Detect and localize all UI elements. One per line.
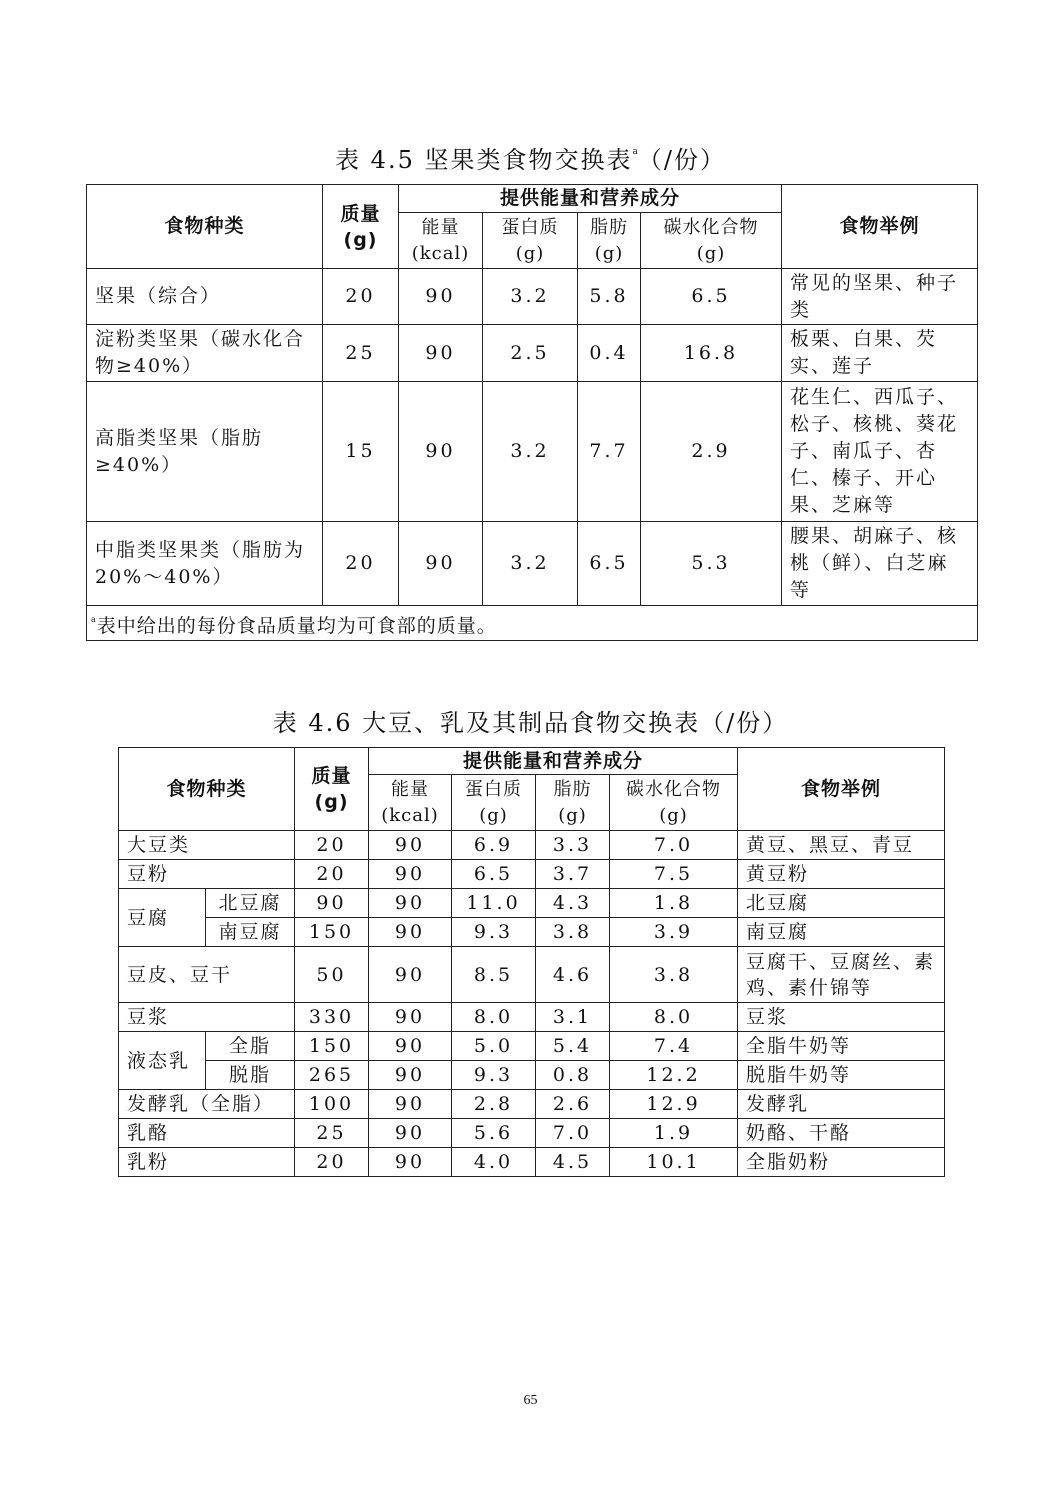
t46-header-energy	[369, 775, 452, 831]
table-4-5-footnote-text: 表中给出的每份食品质量均为可食部的质量。	[96, 615, 497, 637]
t46-cell-protein: 9.3	[452, 918, 536, 947]
t45-cell-fat: 6.5	[578, 522, 641, 606]
t46-cell-carb: 8.0	[610, 1003, 738, 1032]
t45-header-category: 食物种类	[87, 185, 323, 269]
t46-cell-carb: 10.1	[610, 1148, 738, 1177]
table-row	[119, 918, 945, 947]
t45-cell-examples: 花生仁、西瓜子、松子、核桃、葵花子、南瓜子、杏仁、榛子、开心果、芝麻等	[782, 382, 978, 522]
t46-header-fat-unit: (g)	[558, 804, 587, 826]
table-4-5-footnote	[87, 606, 978, 641]
t46-cell-carb: 7.5	[610, 860, 738, 889]
t46-cell-category: 豆腐	[119, 889, 206, 947]
t46-cell-mass: 90	[295, 889, 369, 918]
table-row	[87, 269, 978, 325]
t45-header-mass-unit: (g)	[343, 228, 378, 251]
t46-cell-energy: 90	[369, 1061, 452, 1090]
t46-cell-subcategory: 南豆腐	[206, 918, 295, 947]
t46-header-carb-label: 碳水化合物	[626, 778, 722, 800]
t46-cell-energy: 90	[369, 860, 452, 889]
t45-cell-mass: 25	[323, 325, 399, 382]
table-4-5-footnote-row	[87, 606, 978, 641]
t46-header-category: 食物种类	[119, 748, 295, 831]
t46-cell-mass: 150	[295, 918, 369, 947]
t46-cell-fat: 3.8	[536, 918, 610, 947]
t46-cell-fat: 2.6	[536, 1090, 610, 1119]
t46-cell-energy: 90	[369, 1090, 452, 1119]
t45-header-protein-label: 蛋白质	[501, 216, 559, 238]
t46-cell-examples: 全脂奶粉	[738, 1148, 945, 1177]
t46-cell-mass: 150	[295, 1032, 369, 1061]
t46-cell-examples: 黄豆粉	[738, 860, 945, 889]
t45-header-energy-unit: (kcal)	[411, 242, 470, 264]
t45-cell-carb: 2.9	[641, 382, 782, 522]
t46-cell-protein: 8.0	[452, 1003, 536, 1032]
t46-cell-protein: 9.3	[452, 1061, 536, 1090]
t46-cell-category: 豆粉	[119, 860, 295, 889]
t46-cell-energy: 90	[369, 918, 452, 947]
t46-cell-examples: 奶酪、干酪	[738, 1119, 945, 1148]
t45-cell-category: 坚果（综合）	[87, 269, 323, 325]
t45-cell-examples: 常见的坚果、种子类	[782, 269, 978, 325]
table-row	[119, 860, 945, 889]
table-4-5	[86, 184, 978, 641]
t46-header-protein-unit: (g)	[479, 804, 508, 826]
t46-header-mass	[295, 748, 369, 831]
t46-cell-energy: 90	[369, 889, 452, 918]
t46-header-group: 提供能量和营养成分	[369, 748, 738, 775]
t45-cell-energy: 90	[399, 269, 483, 325]
table-4-5-header-row-1	[87, 185, 978, 213]
t45-header-energy	[399, 213, 483, 269]
t46-cell-energy: 90	[369, 1032, 452, 1061]
t46-cell-energy: 90	[369, 1119, 452, 1148]
table-row	[119, 1119, 945, 1148]
t46-header-fat-label: 脂肪	[553, 778, 592, 800]
t45-cell-category: 中脂类坚果类（脂肪为20%～40%）	[87, 522, 323, 606]
t45-header-protein-unit: (g)	[515, 242, 545, 264]
t45-cell-carb: 6.5	[641, 269, 782, 325]
t46-cell-fat: 5.4	[536, 1032, 610, 1061]
table-row	[119, 1061, 945, 1090]
t46-cell-fat: 7.0	[536, 1119, 610, 1148]
t46-header-protein	[452, 775, 536, 831]
t46-cell-carb: 12.2	[610, 1061, 738, 1090]
t46-cell-mass: 100	[295, 1090, 369, 1119]
t46-cell-category: 液态乳	[119, 1032, 206, 1090]
t46-cell-subcategory: 脱脂	[206, 1061, 295, 1090]
table-row	[119, 1090, 945, 1119]
table-row	[119, 831, 945, 860]
table-row	[119, 1003, 945, 1032]
t46-cell-fat: 3.7	[536, 860, 610, 889]
t46-cell-subcategory: 北豆腐	[206, 889, 295, 918]
t46-cell-examples: 豆浆	[738, 1003, 945, 1032]
t46-cell-fat: 4.5	[536, 1148, 610, 1177]
t46-cell-mass: 20	[295, 1148, 369, 1177]
t46-cell-protein: 5.0	[452, 1032, 536, 1061]
table-row	[119, 1148, 945, 1177]
t46-cell-protein: 5.6	[452, 1119, 536, 1148]
t45-cell-fat: 7.7	[578, 382, 641, 522]
table-4-5-footnote-mark: a	[91, 615, 97, 624]
t46-cell-mass: 330	[295, 1003, 369, 1032]
t46-cell-fat: 0.8	[536, 1061, 610, 1090]
t46-header-mass-unit: (g)	[314, 791, 349, 813]
t45-cell-energy: 90	[399, 325, 483, 382]
t45-header-energy-label: 能量	[421, 216, 460, 238]
t46-cell-mass: 20	[295, 860, 369, 889]
t46-cell-fat: 4.3	[536, 889, 610, 918]
t46-header-energy-label: 能量	[391, 778, 430, 800]
t46-header-fat	[536, 775, 610, 831]
t46-cell-mass: 25	[295, 1119, 369, 1148]
t46-cell-protein: 11.0	[452, 889, 536, 918]
t46-cell-carb: 7.4	[610, 1032, 738, 1061]
t45-cell-category: 淀粉类坚果（碳水化合物≥40%）	[87, 325, 323, 382]
t46-header-examples: 食物举例	[738, 748, 945, 831]
t45-header-protein	[483, 213, 578, 269]
t45-header-mass	[323, 185, 399, 269]
t45-cell-protein: 3.2	[483, 269, 578, 325]
t45-header-fat-label: 脂肪	[590, 216, 628, 238]
table-row	[119, 889, 945, 918]
t45-header-fat-unit: (g)	[594, 242, 624, 264]
t46-cell-carb: 7.0	[610, 831, 738, 860]
t46-cell-energy: 90	[369, 831, 452, 860]
t46-cell-examples: 脱脂牛奶等	[738, 1061, 945, 1090]
t46-cell-subcategory: 全脂	[206, 1032, 295, 1061]
t46-cell-protein: 6.5	[452, 860, 536, 889]
t46-cell-energy: 90	[369, 1148, 452, 1177]
table-row	[119, 1032, 945, 1061]
t45-header-group: 提供能量和营养成分	[399, 185, 782, 213]
t46-cell-mass: 50	[295, 947, 369, 1003]
t46-cell-protein: 6.9	[452, 831, 536, 860]
t46-cell-examples: 豆腐干、豆腐丝、素鸡、素什锦等	[738, 947, 945, 1003]
t45-cell-examples: 板栗、白果、芡实、莲子	[782, 325, 978, 382]
t45-cell-category: 高脂类坚果（脂肪≥40%）	[87, 382, 323, 522]
t46-cell-category: 发酵乳（全脂）	[119, 1090, 295, 1119]
t46-cell-carb: 3.9	[610, 918, 738, 947]
table-4-5-caption-unit: （/份）	[637, 146, 726, 174]
t45-cell-protein: 3.2	[483, 522, 578, 606]
t45-header-mass-label: 质量	[340, 202, 381, 225]
t46-header-protein-label: 蛋白质	[465, 778, 523, 800]
t46-cell-mass: 265	[295, 1061, 369, 1090]
t46-cell-protein: 2.8	[452, 1090, 536, 1119]
t46-cell-fat: 3.3	[536, 831, 610, 860]
table-4-5-caption	[0, 140, 1061, 175]
t46-cell-energy: 90	[369, 947, 452, 1003]
table-4-6-caption: 表 4.6 大豆、乳及其制品食物交换表（/份）	[272, 709, 789, 737]
t46-cell-examples: 黄豆、黑豆、青豆	[738, 831, 945, 860]
table-row	[87, 382, 978, 522]
t45-cell-protein: 2.5	[483, 325, 578, 382]
t45-cell-carb: 5.3	[641, 522, 782, 606]
t46-cell-fat: 3.1	[536, 1003, 610, 1032]
t46-header-energy-unit: (kcal)	[381, 804, 439, 826]
t46-cell-protein: 8.5	[452, 947, 536, 1003]
t46-header-mass-label: 质量	[311, 765, 352, 787]
page-number: 65	[523, 1393, 538, 1408]
t46-cell-category: 豆浆	[119, 1003, 295, 1032]
t46-cell-fat: 4.6	[536, 947, 610, 1003]
t45-cell-examples: 腰果、胡麻子、核桃（鲜）、白芝麻等	[782, 522, 978, 606]
t45-cell-mass: 20	[323, 522, 399, 606]
table-4-6	[118, 747, 945, 1177]
t45-header-carb-unit: (g)	[696, 242, 726, 264]
t46-header-carb	[610, 775, 738, 831]
table-4-6-header-row-1	[119, 748, 945, 775]
t45-header-fat	[578, 213, 641, 269]
table-row	[119, 947, 945, 1003]
t46-cell-mass: 20	[295, 831, 369, 860]
t46-cell-carb: 12.9	[610, 1090, 738, 1119]
t46-cell-examples: 发酵乳	[738, 1090, 945, 1119]
t45-cell-fat: 5.8	[578, 269, 641, 325]
t46-cell-category: 乳酪	[119, 1119, 295, 1148]
t45-cell-protein: 3.2	[483, 382, 578, 522]
t45-header-carb-label: 碳水化合物	[663, 216, 759, 238]
t46-cell-examples: 北豆腐	[738, 889, 945, 918]
t46-cell-category: 大豆类	[119, 831, 295, 860]
t45-cell-energy: 90	[399, 522, 483, 606]
t45-cell-mass: 15	[323, 382, 399, 522]
t46-cell-category: 豆皮、豆干	[119, 947, 295, 1003]
t46-cell-energy: 90	[369, 1003, 452, 1032]
table-4-5-caption-text: 表 4.5 坚果类食物交换表	[335, 146, 633, 174]
t45-cell-fat: 0.4	[578, 325, 641, 382]
table-row	[87, 325, 978, 382]
t46-header-carb-unit: (g)	[659, 804, 688, 826]
t45-header-examples: 食物举例	[782, 185, 978, 269]
t45-cell-mass: 20	[323, 269, 399, 325]
table-4-5-caption-footnote-mark: a	[632, 147, 638, 157]
t46-cell-protein: 4.0	[452, 1148, 536, 1177]
t45-header-carb	[641, 213, 782, 269]
t46-cell-category: 乳粉	[119, 1148, 295, 1177]
t46-cell-examples: 南豆腐	[738, 918, 945, 947]
table-row	[87, 522, 978, 606]
t45-cell-energy: 90	[399, 382, 483, 522]
t45-cell-carb: 16.8	[641, 325, 782, 382]
t46-cell-examples: 全脂牛奶等	[738, 1032, 945, 1061]
t46-cell-carb: 1.8	[610, 889, 738, 918]
t46-cell-carb: 1.9	[610, 1119, 738, 1148]
t46-cell-carb: 3.8	[610, 947, 738, 1003]
